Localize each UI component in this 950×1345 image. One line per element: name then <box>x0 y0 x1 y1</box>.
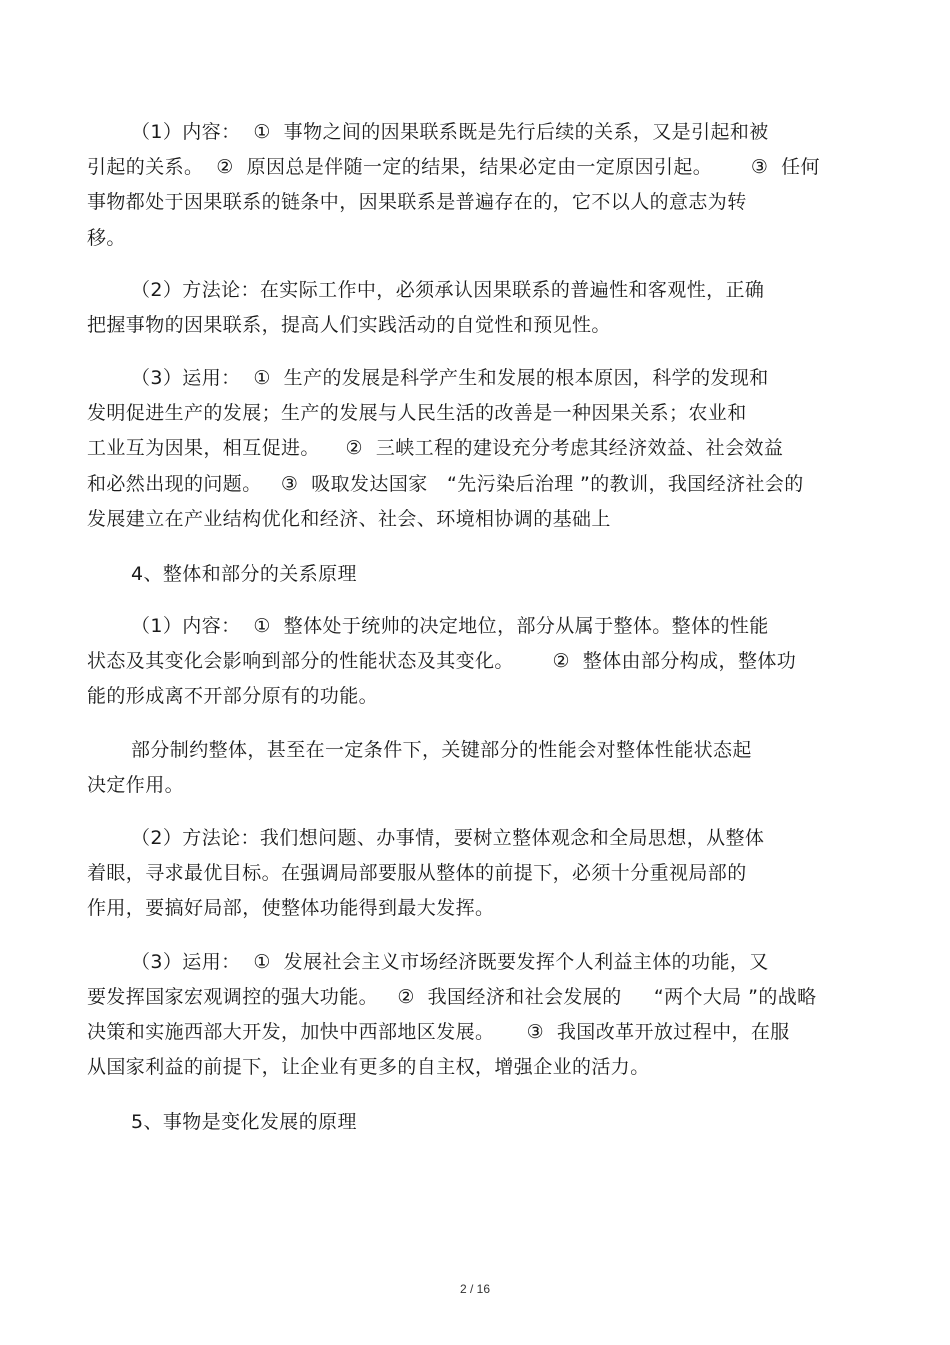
text-line: （3）运用： ① 发展社会主义市场经济既要发挥个人利益主体的功能，又 <box>131 951 769 973</box>
text-line: （3）运用： ① 生产的发展是科学产生和发展的根本原因，科学的发现和 <box>131 367 769 389</box>
text-line: （2）方法论：我们想问题、办事情，要树立整体观念和全局思想，从整体 <box>131 827 765 849</box>
text-line: 发明促进生产的发展；生产的发展与人民生活的改善是一种因果关系；农业和 <box>87 402 747 424</box>
text-line: 和必然出现的问题。 ③ 吸取发达国家 “先污染后治理 ”的教训，我国经济社会的 <box>87 473 804 495</box>
text-line: 部分制约整体，甚至在一定条件下，关键部分的性能会对整体性能状态起 <box>131 739 752 761</box>
text-line: 从国家利益的前提下，让企业有更多的自主权，增强企业的活力。 <box>87 1056 650 1078</box>
text-line: 发展建立在产业结构优化和经济、社会、环境相协调的基础上 <box>87 508 611 530</box>
text-line: 状态及其变化会影响到部分的性能状态及其变化。 ② 整体由部分构成，整体功 <box>87 650 797 672</box>
text-line: （1）内容： ① 事物之间的因果联系既是先行后续的关系，又是引起和被 <box>131 121 769 143</box>
text-line: 着眼，寻求最优目标。在强调局部要服从整体的前提下，必须十分重视局部的 <box>87 862 747 884</box>
section-heading: 5、事物是变化发展的原理 <box>131 1111 357 1133</box>
text-line: 决策和实施西部大开发，加快中西部地区发展。 ③ 我国改革开放过程中，在服 <box>87 1021 790 1043</box>
section-heading: 4、整体和部分的关系原理 <box>131 563 357 585</box>
text-line: 把握事物的因果联系，提高人们实践活动的自觉性和预见性。 <box>87 314 611 336</box>
page-number: 2 / 16 <box>459 1282 491 1296</box>
text-line: 工业互为因果，相互促进。 ② 三峡工程的建设充分考虑其经济效益、社会效益 <box>87 437 784 459</box>
text-line: 能的形成离不开部分原有的功能。 <box>87 685 379 707</box>
text-line: 移。 <box>87 227 126 249</box>
text-line: 事物都处于因果联系的链条中，因果联系是普遍存在的，它不以人的意志为转 <box>87 191 747 213</box>
text-line: （1）内容： ① 整体处于统帅的决定地位，部分从属于整体。整体的性能 <box>131 615 769 637</box>
text-line: 引起的关系。 ② 原因总是伴随一定的结果，结果必定由一定原因引起。 ③ 任何 <box>87 156 820 178</box>
text-line: 作用，要搞好局部，使整体功能得到最大发挥。 <box>87 897 495 919</box>
text-line: （2）方法论：在实际工作中，必须承认因果联系的普遍性和客观性，正确 <box>131 279 765 301</box>
text-line: 要发挥国家宏观调控的强大功能。 ② 我国经济和社会发展的 “两个大局 ”的战略 <box>87 986 817 1008</box>
text-line: 决定作用。 <box>87 774 185 796</box>
